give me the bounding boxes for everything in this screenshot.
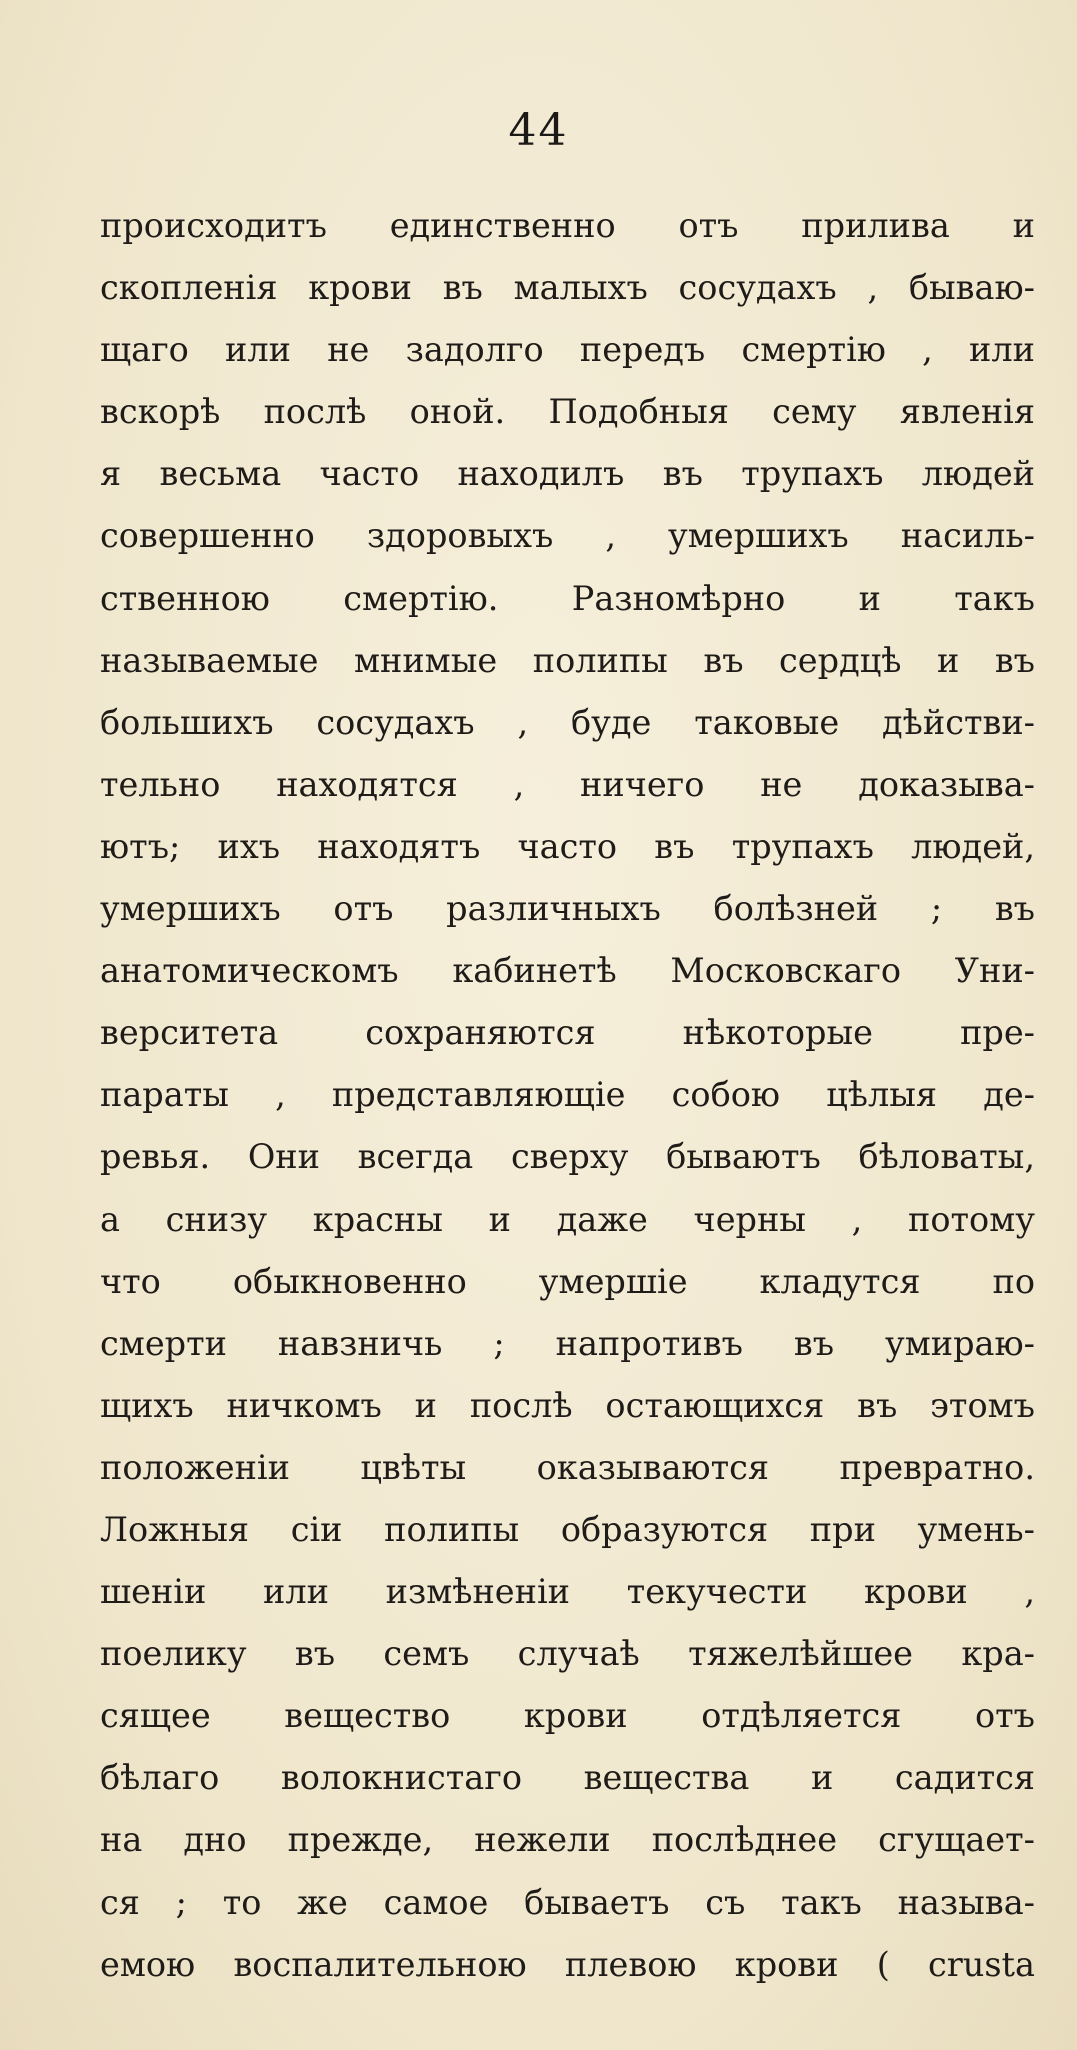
text-line: ревья. Они всегда сверху бываютъ бѣловаты,: [100, 1137, 1035, 1177]
text-line: ся ; то же самое бываетъ съ такъ называ-: [100, 1882, 1035, 1922]
text-line: скопленія крови въ малыхъ сосудахъ , бываю-: [100, 268, 1035, 308]
text-line: сящее вещество крови отдѣляется отъ: [100, 1696, 1035, 1736]
text-line: тельно находятся , ничего не доказыва-: [100, 764, 1035, 804]
text-line: происходитъ единственно отъ прилива и: [100, 206, 1035, 245]
text-line: на дно прежде, нежели послѣднее сгущает-: [100, 1820, 1035, 1860]
text-line: бѣлаго волокнистаго вещества и садится: [100, 1758, 1035, 1798]
text-line: называемые мнимые полипы въ сердцѣ и въ: [100, 640, 1035, 680]
text-line: анатомическомъ кабинетѣ Московскаго Уни-: [100, 951, 1035, 991]
text-line: смерти навзничь ; напротивъ въ умираю-: [100, 1323, 1035, 1363]
text-line: параты , представляющіе собою цѣлыя де-: [100, 1075, 1035, 1115]
text-line: совершенно здоровыхъ , умершихъ насиль-: [100, 516, 1035, 556]
text-line: я весьма часто находилъ въ трупахъ людей: [100, 454, 1035, 494]
text-line: умершихъ отъ различныхъ болѣзней ; въ: [100, 889, 1035, 929]
text-line: щихъ ничкомъ и послѣ остающихся въ этомъ: [100, 1385, 1035, 1425]
text-line: верситета сохраняются нѣкоторые пре-: [100, 1013, 1035, 1053]
text-line: щаго или не задолго передъ смертію , или: [100, 330, 1035, 370]
text-line: вскорѣ послѣ оной. Подобныя сему явленія: [100, 392, 1035, 432]
text-line: поелику въ семъ случаѣ тяжелѣйшее кра-: [100, 1634, 1035, 1674]
text-line: что обыкновенно умершіе кладутся по: [100, 1261, 1035, 1301]
text-line: Ложныя сіи полипы образуются при умень-: [100, 1509, 1035, 1549]
text-line: а снизу красны и даже черны , потому: [100, 1199, 1035, 1239]
text-line: ютъ; ихъ находятъ часто въ трупахъ людей,: [100, 826, 1035, 866]
body-text: [100, 195, 1035, 1996]
text-line: емою воспалительною плевою крови ( crusta: [100, 1944, 1035, 1984]
text-line: ственною смертію. Разномѣрно и такъ: [100, 578, 1035, 618]
text-line: положеніи цвѣты оказываются превратно.: [100, 1447, 1035, 1487]
text-line: большихъ сосудахъ , буде таковые дѣйстви-: [100, 702, 1035, 742]
page-number: 44: [508, 105, 569, 156]
text-line: шеніи или измѣненіи текучести крови ,: [100, 1572, 1035, 1612]
